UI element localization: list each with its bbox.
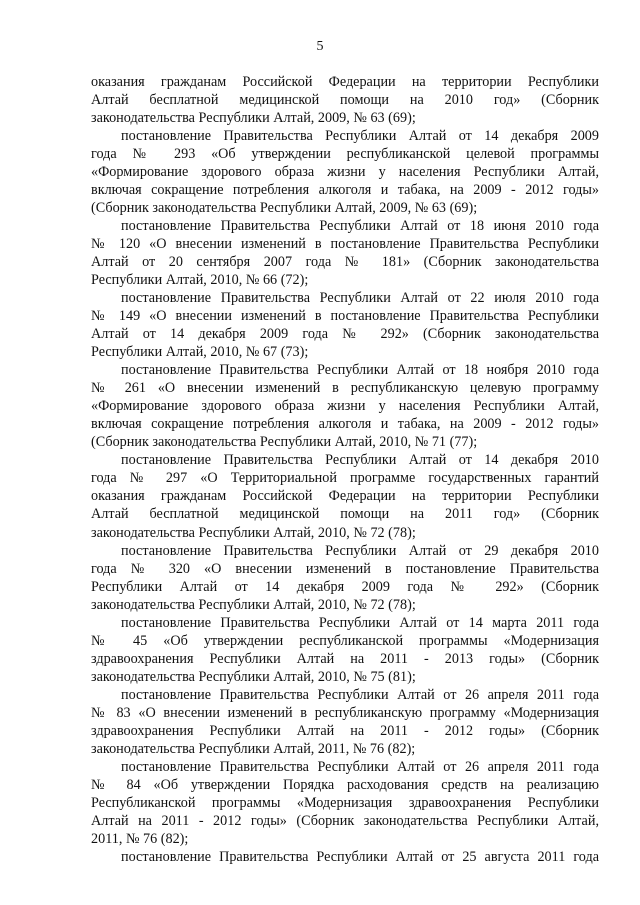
page-number: 5 bbox=[316, 39, 324, 54]
text-line: № 45 «Об утверждении республиканской программы «Модернизация bbox=[91, 632, 599, 649]
text-line: (Сборник законодательства Республики Алтай, 2009, № 63 (69); bbox=[91, 200, 478, 217]
text-line: Республиканской программы «Модернизация здравоохранения Республики bbox=[91, 794, 599, 811]
text-line: включая сокращение потребления алкоголя и табака, на 2009 - 2012 годы» bbox=[91, 182, 599, 199]
text-line: постановление Правительства Республики Алтай от 26 апреля 2011 года bbox=[121, 686, 599, 703]
text-line: Алтай бесплатной медицинской помощи на 2011 год» (Сборник bbox=[91, 506, 599, 523]
text-line: Республики Алтай от 14 декабря 2009 года № 292» (Сборник bbox=[91, 578, 599, 595]
text-line: № 261 «О внесении изменений в республиканскую целевую программу bbox=[91, 380, 599, 397]
text-line: Республики Алтай, 2010, № 67 (73); bbox=[91, 344, 309, 361]
text-line: года № 293 «Об утверждении республиканской целевой программы bbox=[91, 146, 599, 163]
text-line: законодательства Республики Алтай, 2010, № 75 (81); bbox=[91, 668, 416, 685]
text-line: законодательства Республики Алтай, 2009, № 63 (69); bbox=[91, 110, 416, 127]
text-line: постановление Правительства Республики Алтай от 14 марта 2011 года bbox=[121, 614, 599, 631]
text-line: оказания гражданам Российской Федерации на территории Республики bbox=[91, 74, 599, 90]
text-line: № 84 «Об утверждении Порядка расходования средств на реализацию bbox=[91, 776, 599, 793]
text-line: законодательства Республики Алтай, 2011, № 76 (82); bbox=[91, 740, 416, 757]
text-line: Алтай от 14 декабря 2009 года № 292» (Сборник законодательства bbox=[91, 326, 599, 343]
text-line: постановление Правительства Республики Алтай от 26 апреля 2011 года bbox=[121, 758, 599, 775]
text-line: постановление Правительства Республики Алтай от 29 декабря 2010 bbox=[121, 542, 599, 559]
text-line: постановление Правительства Республики Алтай от 22 июля 2010 года bbox=[121, 290, 599, 307]
text-line: оказания гражданам Российской Федерации на территории Республики bbox=[91, 488, 599, 505]
text-line: постановление Правительства Республики Алтай от 18 ноября 2010 года bbox=[121, 362, 599, 379]
text-line: постановление Правительства Республики Алтай от 14 декабря 2009 bbox=[121, 128, 599, 145]
text-line: «Формирование здорового образа жизни у населения Республики Алтай, bbox=[91, 398, 599, 415]
text-line: № 149 «О внесении изменений в постановление Правительства Республики bbox=[91, 308, 599, 325]
text-line: «Формирование здорового образа жизни у населения Республики Алтай, bbox=[91, 164, 599, 181]
text-line: Алтай бесплатной медицинской помощи на 2010 год» (Сборник bbox=[91, 92, 599, 109]
text-line: постановление Правительства Республики Алтай от 14 декабря 2010 bbox=[121, 452, 599, 469]
text-line: здравоохранения Республики Алтай на 2011 - 2013 годы» (Сборник bbox=[91, 650, 599, 667]
text-line: № 120 «О внесении изменений в постановление Правительства Республики bbox=[91, 236, 599, 253]
text-line: включая сокращение потребления алкоголя и табака, на 2009 - 2012 годы» bbox=[91, 416, 599, 433]
text-line: законодательства Республики Алтай, 2010, № 72 (78); bbox=[91, 596, 416, 613]
text-line: года № 297 «О Территориальной программе государственных гарантий bbox=[91, 470, 599, 487]
text-line: постановление Правительства Республики Алтай от 18 июня 2010 года bbox=[121, 218, 599, 235]
text-line: 2011, № 76 (82); bbox=[91, 830, 189, 847]
text-line: № 83 «О внесении изменений в республиканскую программу «Модернизация bbox=[91, 704, 599, 721]
text-line: Республики Алтай, 2010, № 66 (72); bbox=[91, 272, 309, 289]
text-line: постановление Правительства Республики Алтай от 25 августа 2011 года bbox=[121, 848, 599, 865]
text-line: года № 320 «О внесении изменений в постановление Правительства bbox=[91, 560, 599, 577]
text-line: законодательства Республики Алтай, 2010, № 72 (78); bbox=[91, 524, 416, 541]
text-line: Алтай на 2011 - 2012 годы» (Сборник законодательства Республики Алтай, bbox=[91, 812, 599, 829]
text-line: (Сборник законодательства Республики Алтай, 2010, № 71 (77); bbox=[91, 434, 478, 451]
text-line: Алтай от 20 сентября 2007 года № 181» (Сборник законодательства bbox=[91, 254, 599, 271]
text-line: здравоохранения Республики Алтай на 2011 - 2012 годы» (Сборник bbox=[91, 722, 599, 739]
